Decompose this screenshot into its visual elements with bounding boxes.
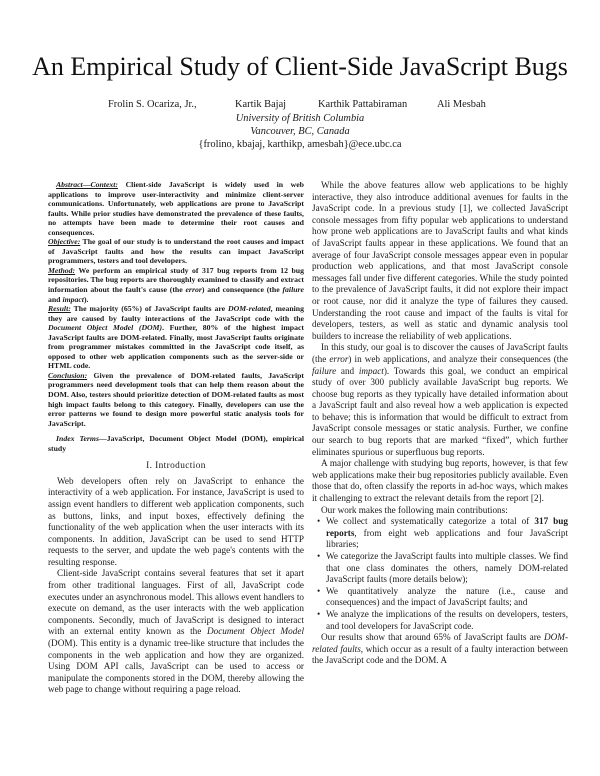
emphasis-dom: Document Object Model (206, 626, 304, 637)
bullet-icon: • (317, 585, 321, 596)
right-column (312, 180, 568, 667)
emphasis-error: error (185, 285, 202, 295)
abstract-method-text: and (48, 294, 63, 304)
emphasis-impact: impact (358, 365, 384, 376)
author-name: Karthik Pattabiraman (318, 99, 408, 110)
list-item (317, 516, 568, 551)
list-item (317, 608, 568, 632)
abstract-conclusion-label: Conclusion: (48, 370, 88, 380)
abstract-result (48, 304, 304, 371)
author-emails: {frolino, kbajaj, karthikp, amesbah}@ece.ubc.ca (198, 139, 402, 150)
emphasis-bug-count: 317 bug reports (326, 516, 568, 538)
bullet-icon: • (317, 551, 321, 561)
author-name: Frolin S. Ocariza, Jr., (108, 99, 197, 110)
emphasis-failure: failure (312, 365, 337, 376)
body-text: , which occur as a result of a faulty interaction between the JavaScript code and the DOM. A (312, 643, 568, 666)
list-item-text: We analyze the implications of the results on developers, testers, and tool developers for JavaScript code. (326, 608, 568, 631)
abstract-method (48, 266, 304, 304)
bullet-icon: • (317, 608, 321, 619)
index-terms-label: Index Terms (56, 434, 99, 444)
author-name: Ali Mesbah (437, 99, 486, 110)
abstract-context (48, 180, 304, 237)
location: Vancouver, BC, Canada (250, 126, 350, 137)
body-paragraph (312, 342, 568, 458)
list-item (317, 585, 568, 609)
list-item-text: We quantitatively analyze the nature (i.e., cause and consequences) and the impact of JavaScript faults; and (326, 585, 568, 608)
abstract-context-text: Client-side JavaScript is widely used in web applications to improve user-interactivity and minimize client-server communications. Unfortunately, web applications are prone to JavaScript faults. While prior studies have demonstrated the prevalence of these faults, no attempts have been made to determine their root causes and consequences. (48, 180, 304, 237)
author-list (0, 98, 600, 112)
abstract-method-text: ) and consequence (the (201, 285, 283, 295)
body-text: and (336, 365, 359, 376)
paper-title: An Empirical Study of Client-Side JavaScript Bugs (32, 52, 568, 81)
author-name: Kartik Bajaj (235, 99, 287, 110)
list-item-text: We categorize the JavaScript faults into multiple classes. We find that one class dominates the others, namely DOM-related JavaScript faults (more details below); (326, 551, 568, 585)
body-paragraph: Our work makes the following main contributions: (321, 504, 508, 515)
abstract-method-text: We perform an empirical study of 317 bug reports from 12 bug repositories. The bug reports are thoroughly examined to classify and extract information about the fault's cause (the (48, 265, 304, 295)
contribution-list (312, 516, 568, 632)
intro-paragraph: Web developers often rely on JavaScript to enhance the interactivity of a web application. For instance, JavaScript is used to assign event handlers to different web application components, such as buttons, links, and input boxes, effectively defining the functionality of the web application when the user interacts with its components. In addition, JavaScript can be used to send HTTP requests to the server, and update the web page's contents with the resulting response. (48, 475, 304, 567)
body-text: ) in web applications, and analyze their consequences (the (348, 353, 568, 364)
list-item (317, 551, 568, 586)
emphasis-dom-related: DOM-related (228, 304, 271, 314)
abstract-method-label: Method: (48, 265, 76, 275)
abstract-method-text: ). (83, 294, 89, 304)
list-item-text: , from eight web applications and four JavaScript libraries; (326, 527, 568, 550)
abstract-result-text: . Further, 80% of the highest impact JavaScript faults are DOM-related. Finally, most JavaScript faults originate from programmer mistakes committed in the JavaScript code itself, as opposed to other web application components such as the server-side or HTML code. (48, 323, 304, 371)
body-paragraph (312, 632, 568, 667)
bullet-icon: • (317, 516, 321, 527)
body-paragraph: While the above features allow web applications to be highly interactive, they also introduce additional avenues for faults in the JavaScript code. In a previous study [1], we collected JavaScript console messages from fifty popular web applications to understand how prone web applications are to JavaScript faults and what kinds of JavaScript faults appear in these applications. We found that an average of four JavaScript console messages appear even in popular production web applications, and that most JavaScript console messages fall under five different categories. While the study pointed to the prevalence of JavaScript faults, it did not explore their impact or root cause, nor did it analyze the type of failures they caused. Understanding the root cause and impact of the faults is vital for developers, testers, as well as static and dynamic analysis tool builders to increase the reliability of web applications. (312, 180, 568, 341)
intro-paragraph (48, 568, 304, 696)
left-column (48, 180, 304, 696)
section-heading-introduction: I. Introduction (146, 461, 206, 472)
abstract (48, 180, 304, 428)
abstract-conclusion (48, 371, 304, 428)
emphasis-impact: impact (62, 294, 84, 304)
index-terms-text: —JavaScript, Document Object Model (DOM), empirical study (48, 434, 304, 453)
abstract-objective (48, 237, 304, 266)
body-paragraph: A major challenge with studying bug reports, however, is that few web applications make their bug repositories publicly available. Even those that do, often classify the reports in ad-hoc ways, which makes it challenging to extract the relevant details from the report [2]. (312, 458, 568, 504)
body-text: ). Towards this goal, we conduct an empirical study of over 300 publicly available JavaScript bug reports. We choose bug reports as they typically have detailed information about a JavaScript fault and also reveal how a web application is expected to behave; this is information that would be difficult to extract from JavaScript console messages or static analysis. Further, we confine our search to bug reports that are marked “fixed”, which further eliminates spurious or superfluous bug reports. (312, 365, 568, 457)
abstract-result-text: The majority (65%) of JavaScript faults are (73, 304, 229, 314)
emphasis-error: error (329, 353, 349, 364)
affiliation: University of British Columbia (235, 113, 365, 124)
emphasis-dom-related-faults: DOM-related faults (312, 632, 568, 654)
emphasis-dom-name: Document Object Model (DOM) (48, 323, 163, 333)
list-item-text: We collect and systematically categorize a total of (326, 516, 535, 527)
abstract-result-text: , meaning they are caused by faulty interactions of the JavaScript code with the (48, 304, 304, 323)
intro-text: Client-side JavaScript contains several features that set it apart from other traditional languages. First of all, JavaScript code executes under an asynchronous model. This allows event handlers to execute on demand, as the user interacts with the web application components. Secondly, much of JavaScript is designed to interact with an external entity known as the (48, 568, 304, 637)
abstract-context-label: Abstract—Context: (56, 180, 119, 189)
abstract-objective-text: The goal of our study is to understand the root causes and impact of JavaScript faults and how the results can impact JavaScript programmers, testers and tool developers. (48, 237, 304, 266)
index-terms (48, 434, 304, 453)
intro-text: (DOM). This entity is a dynamic tree-like structure that includes the components in the web application and how they are organized. Using DOM API calls, JavaScript can be used to access or manipulate the components stored in the DOM, thereby allowing the web page to change without requiring a page reload. (48, 638, 304, 695)
abstract-result-label: Result: (48, 304, 71, 314)
body-text: Our results show that around 65% of JavaScript faults are (321, 632, 545, 643)
abstract-conclusion-text: Given the prevalence of DOM-related faults, JavaScript programmers need development tools that can help them reason about the DOM. Also, testers should prioritize detection of DOM-related faults as most high impact faults belong to this category. Finally, developers can use the error patterns we found to design more powerful static analysis tools for JavaScript. (48, 370, 305, 428)
body-text: In this study, our goal is to discover the causes of JavaScript faults (the (312, 342, 568, 364)
abstract-objective-label: Objective: (48, 237, 81, 247)
emphasis-failure: failure (282, 285, 304, 295)
